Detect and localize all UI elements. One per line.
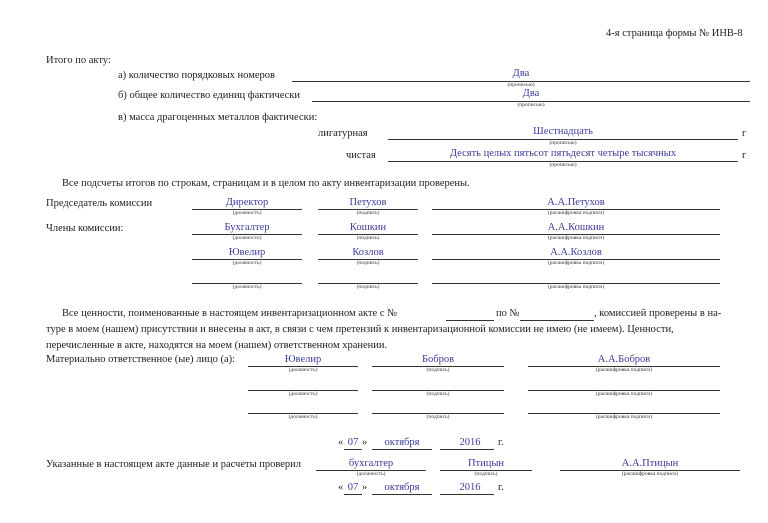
date1-day: 07 [347, 437, 359, 448]
chair-position-caption: (должность) [232, 210, 262, 216]
date2-year-line [440, 494, 494, 495]
totals-title: Итого по акту: [46, 55, 111, 66]
responsible-signature: Бобров [421, 354, 455, 365]
date2-year: 2016 [459, 482, 481, 493]
date1-year: 2016 [459, 437, 481, 448]
verified-name-caption: (расшифровка подписи) [621, 471, 679, 477]
alloy-unit: г [742, 128, 747, 139]
responsible-label: Материально ответственное (ые) лицо (а): [46, 354, 236, 365]
responsible-signature-caption: (подпись) [426, 367, 450, 373]
member2-signature: Козлов [352, 247, 384, 258]
members-label: Члены комиссии: [46, 223, 124, 234]
verified-position-caption: (должность) [356, 471, 386, 477]
totals-b-value: Два [522, 88, 540, 99]
date1-open-quote: « [338, 437, 344, 448]
form-page-label: 4-я страница формы № ИНВ-8 [606, 28, 743, 39]
verified-signature: Птицын [467, 458, 505, 469]
pure-label: чистая [346, 150, 376, 161]
member2-position: Ювелир [228, 247, 266, 258]
member2-position-caption: (должность) [232, 260, 262, 266]
chair-name: А.А.Петухов [547, 197, 605, 208]
date1-day-line [344, 449, 362, 450]
date1-month: октября [384, 437, 420, 448]
pure-caption: (прописью) [549, 162, 577, 168]
statement-line1-c: , комиссией проверены в на- [594, 308, 722, 319]
responsible-position: Ювелир [284, 354, 322, 365]
verified-signature-caption: (подпись) [474, 471, 498, 477]
responsible3-name-caption: (расшифровка подписи) [595, 414, 653, 420]
totals-b-caption: (прописью) [517, 102, 545, 108]
date1-year-line [440, 449, 494, 450]
responsible-name-caption: (расшифровка подписи) [595, 367, 653, 373]
date1-suffix: г. [498, 437, 504, 448]
date2-month-line [372, 494, 432, 495]
verified-position: бухгалтер [348, 458, 394, 469]
date2-month: октября [384, 482, 420, 493]
statement-from-line [446, 320, 494, 321]
responsible2-signature-caption: (подпись) [426, 391, 450, 397]
member1-signature-caption: (подпись) [356, 235, 380, 241]
member2-name-caption: (расшифровка подписи) [547, 260, 605, 266]
pure-value: Десять целых пятьсот пятьдесят четыре тысячных [449, 148, 677, 159]
member1-name-caption: (расшифровка подписи) [547, 235, 605, 241]
statement-line2: туре в моем (нашем) присутствии и внесены в акт, в связи с чем претензий к инвентаризационной комиссии не имею (не имеем). Ценности, [46, 324, 674, 335]
date2-day-line [344, 494, 362, 495]
member1-position-caption: (должность) [232, 235, 262, 241]
statement-to-line [520, 320, 594, 321]
pure-unit: г [742, 150, 747, 161]
responsible2-position-caption: (должность) [288, 391, 318, 397]
statement-line1-b: по № [496, 308, 520, 319]
alloy-caption: (прописью) [549, 140, 577, 146]
statement-line3: перечисленные в акте, находятся на моем (нашем) ответственном хранении. [46, 340, 388, 351]
member1-name: А.А.Кошкин [547, 222, 605, 233]
alloy-label: лигатурная [318, 128, 368, 139]
chair-label: Председатель комиссии [46, 198, 153, 209]
responsible3-position-caption: (должность) [288, 414, 318, 420]
totals-c-label: в) масса драгоценных металлов фактически: [118, 112, 318, 123]
checked-text: Все подсчеты итогов по строкам, страницам и в целом по акту инвентаризации проверены. [62, 178, 470, 189]
member2-signature-caption: (подпись) [356, 260, 380, 266]
responsible-position-caption: (должность) [288, 367, 318, 373]
totals-a-label: а) количество порядковых номеров [118, 70, 275, 81]
date2-suffix: г. [498, 482, 504, 493]
verified-name: А.А.Птицын [621, 458, 679, 469]
date2-open-quote: « [338, 482, 344, 493]
totals-a-value: Два [512, 68, 530, 79]
verified-label: Указанные в настоящем акте данные и расчеты проверил [46, 459, 302, 470]
chair-name-caption: (расшифровка подписи) [547, 210, 605, 216]
alloy-value: Шестнадцать [533, 126, 593, 137]
member1-signature: Кошкин [349, 222, 387, 233]
totals-a-caption: (прописью) [507, 82, 535, 88]
member1-position: Бухгалтер [224, 222, 270, 233]
statement-line1-a: Все ценности, поименованные в настоящем инвентаризационном акте с № [62, 308, 398, 319]
member2-name: А.А.Козлов [550, 247, 602, 258]
member3-name-caption: (расшифровка подписи) [547, 284, 605, 290]
date1-month-line [372, 449, 432, 450]
chair-position: Директор [225, 197, 269, 208]
responsible-name: А.А.Бобров [597, 354, 651, 365]
date2-day: 07 [347, 482, 359, 493]
date2-close-quote: » [362, 482, 368, 493]
member3-signature-caption: (подпись) [356, 284, 380, 290]
responsible2-name-caption: (расшифровка подписи) [595, 391, 653, 397]
chair-signature: Петухов [349, 197, 387, 208]
responsible3-signature-caption: (подпись) [426, 414, 450, 420]
date1-close-quote: » [362, 437, 368, 448]
member3-position-caption: (должность) [232, 284, 262, 290]
totals-b-label: б) общее количество единиц фактически [118, 90, 301, 101]
chair-signature-caption: (подпись) [356, 210, 380, 216]
